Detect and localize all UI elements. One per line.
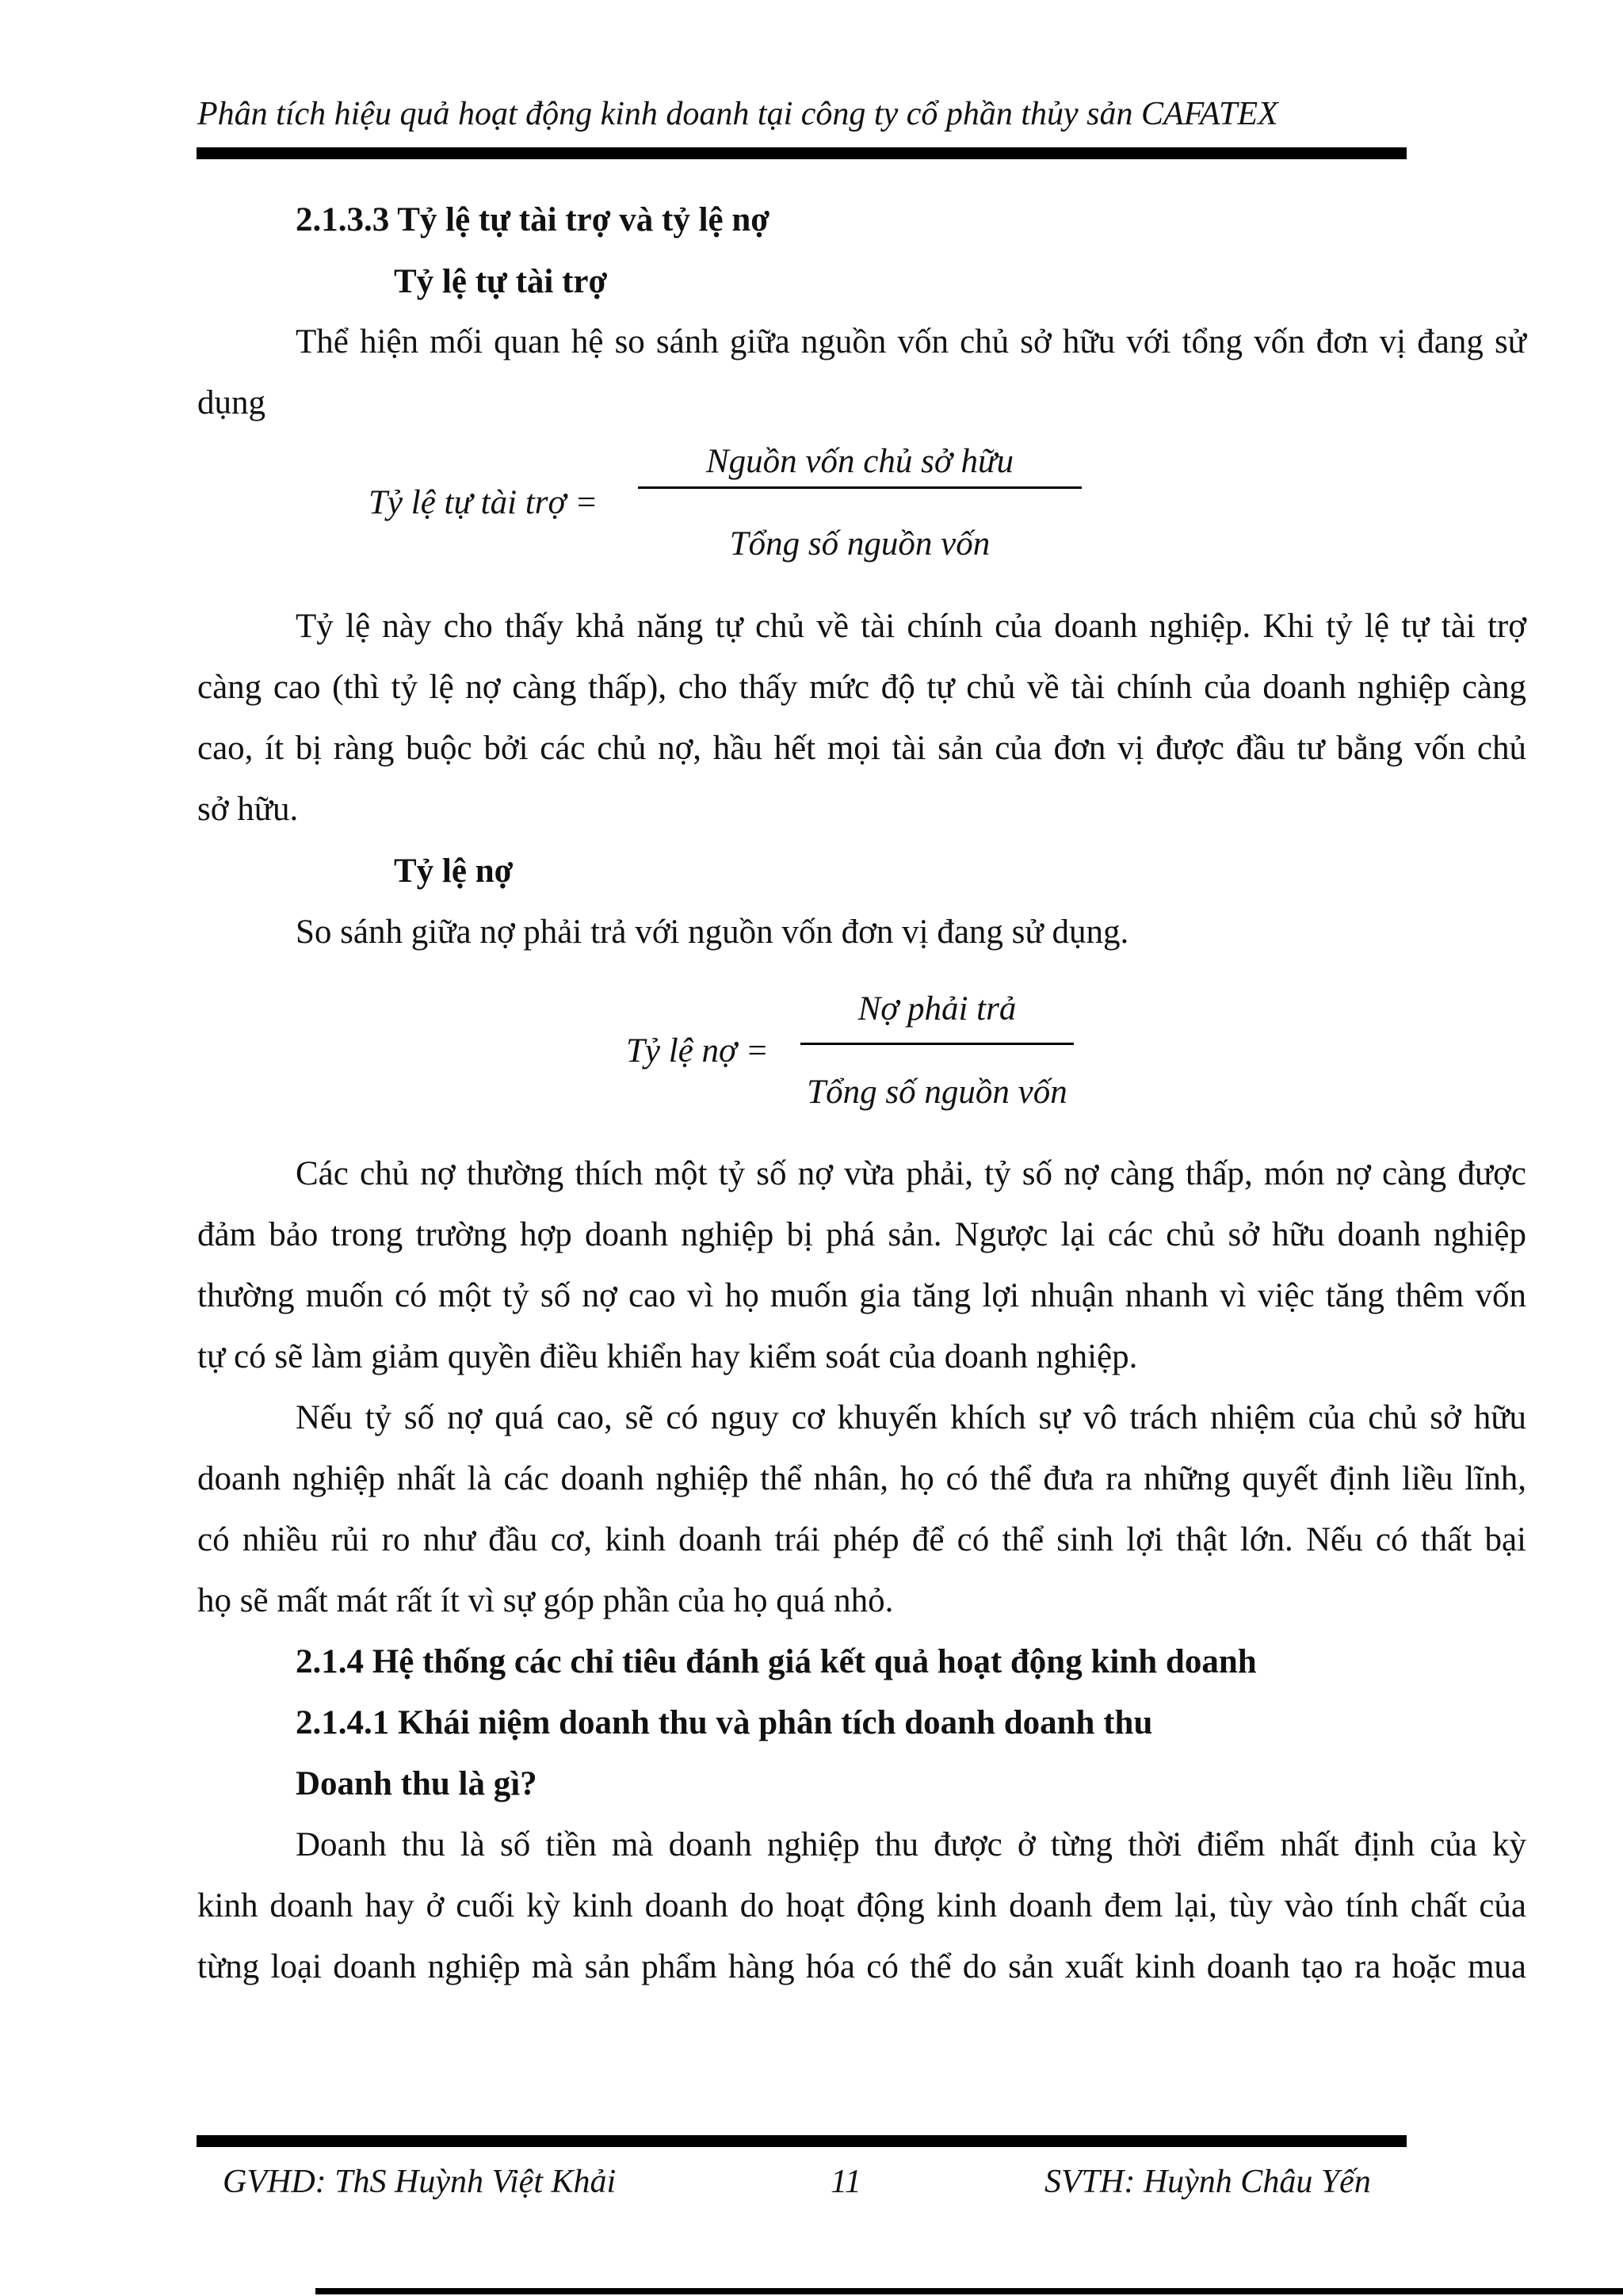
paragraph-line: So sánh giữa nợ phải trả với nguồn vốn đơn vị đang sử dụng. xyxy=(296,913,1129,951)
footer-advisor: GVHD: ThS Huỳnh Việt Khải xyxy=(223,2164,617,2200)
formula-numerator: Nợ phải trả xyxy=(857,990,1017,1028)
fraction-bar xyxy=(800,1043,1074,1045)
running-header: Phân tích hiệu quả hoạt động kinh doanh tại công ty cổ phần thủy sản CAFATEX xyxy=(197,96,1278,132)
paragraph-line: Thể hiện mối quan hệ so sánh giữa nguồn vốn chủ sở hữu với tổng vốn đơn vị đang sử xyxy=(296,323,1526,360)
subheading-self-finance-ratio: Tỷ lệ tự tài trợ xyxy=(394,263,608,300)
footer-student: SVTH: Huỳnh Châu Yến xyxy=(1044,2164,1371,2200)
page-edge-line xyxy=(315,2288,1623,2294)
paragraph-line: đảm bảo trong trường hợp doanh nghiệp bị phá sản. Ngược lại các chủ sở hữu doanh nghiệp xyxy=(197,1216,1526,1253)
paragraph-line: từng loại doanh nghiệp mà sản phẩm hàng hóa có thể do sản xuất kinh doanh tạo ra hoặc mua xyxy=(197,1948,1526,1985)
paragraph-line: càng cao (thì tỷ lệ nợ càng thấp), cho thấy mức độ tự chủ về tài chính của doanh nghiệp càng xyxy=(197,669,1526,706)
paragraph-line: Tỷ lệ này cho thấy khả năng tự chủ về tài chính của doanh nghiệp. Khi tỷ lệ tự tài trợ xyxy=(296,608,1526,645)
paragraph-line: sở hữu. xyxy=(197,791,299,828)
subheading-debt-ratio: Tỷ lệ nợ xyxy=(394,852,514,890)
paragraph-line: tự có sẽ làm giảm quyền điều khiển hay kiểm soát của doanh nghiệp. xyxy=(197,1338,1138,1375)
paragraph-line: Các chủ nợ thường thích một tỷ số nợ vừa phải, tỷ số nợ càng thấp, món nợ càng được xyxy=(296,1155,1526,1192)
paragraph-line: họ sẽ mất mát rất ít vì sự góp phần của họ quá nhỏ. xyxy=(197,1582,894,1619)
paragraph-line: có nhiều rủi ro như đầu cơ, kinh doanh trái phép để có thể sinh lợi thật lớn. Nếu có thất bại xyxy=(197,1521,1526,1558)
paragraph-line: thường muốn có một tỷ số nợ cao vì họ muốn gia tăng lợi nhuận nhanh vì việc tăng thêm vốn xyxy=(197,1277,1526,1314)
section-heading-2141: 2.1.4.1 Khái niệm doanh thu và phân tích doanh doanh thu xyxy=(296,1704,1153,1741)
paragraph-line: Doanh thu là số tiền mà doanh nghiệp thu được ở từng thời điểm nhất định của kỳ xyxy=(296,1826,1526,1863)
formula-numerator: Nguồn vốn chủ sở hữu xyxy=(706,443,1014,480)
section-heading-214: 2.1.4 Hệ thống các chỉ tiêu đánh giá kết quả hoạt động kinh doanh xyxy=(296,1643,1257,1680)
formula-lhs: Tỷ lệ tự tài trợ = xyxy=(369,484,598,521)
formula-lhs: Tỷ lệ nợ = xyxy=(626,1032,769,1070)
paragraph-line: Nếu tỷ số nợ quá cao, sẽ có nguy cơ khuyến khích sự vô trách nhiệm của chủ sở hữu xyxy=(296,1399,1526,1436)
fraction-bar xyxy=(638,486,1082,489)
subheading-revenue-question: Doanh thu là gì? xyxy=(296,1765,537,1802)
paragraph-line: dụng xyxy=(197,384,265,421)
footer-rule xyxy=(197,2135,1407,2147)
paragraph-line: cao, ít bị ràng buộc bởi các chủ nợ, hầu hết mọi tài sản của đơn vị được đầu tư bằng vốn chủ xyxy=(197,730,1526,767)
paragraph-line: doanh nghiệp nhất là các doanh nghiệp thể nhân, họ có thể đưa ra những quyết định liều lĩnh, xyxy=(197,1460,1526,1497)
paragraph-line: kinh doanh hay ở cuối kỳ kinh doanh do hoạt động kinh doanh đem lại, tùy vào tính chất của xyxy=(197,1887,1526,1924)
section-heading-2133: 2.1.3.3 Tỷ lệ tự tài trợ và tỷ lệ nợ xyxy=(296,201,770,238)
header-rule xyxy=(197,147,1407,159)
formula-denominator: Tổng số nguồn vốn xyxy=(807,1074,1067,1111)
page-number: 11 xyxy=(831,2164,861,2200)
formula-denominator: Tổng số nguồn vốn xyxy=(729,525,991,563)
